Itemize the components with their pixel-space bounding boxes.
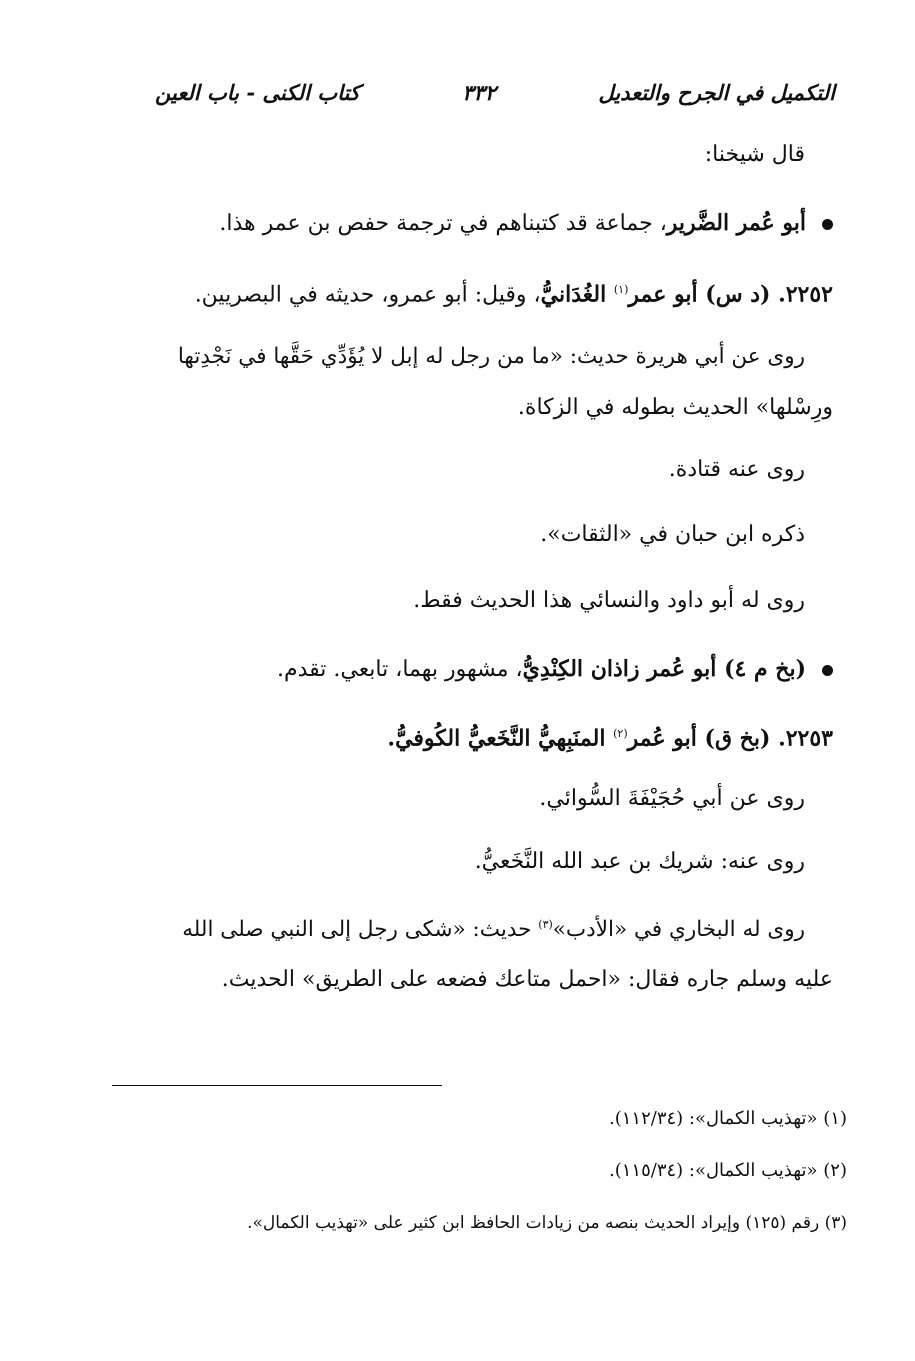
text-line-1: قال شيخنا: — [704, 142, 805, 167]
entry-name: (بخ م ٤) أبو عُمر زاذان الكِنْدِيُّ — [522, 656, 806, 682]
text-line-8: روى له أبو داود والنسائي هذا الحديث فقط. — [413, 588, 805, 613]
bullet-icon — [822, 219, 833, 230]
bullet-entry-zadhan — [80, 654, 833, 685]
text-line-6: روى عنه قتادة. — [668, 457, 805, 482]
text-line-11: روى عن أبي حُجَيْفَةَ السُّوائي. — [539, 786, 805, 811]
footnote-3: (٣) رقم (١٢٥) وإيراد الحديث بنصه من زيادات الحافظ ابن كثير على «تهذيب الكمال». — [247, 1213, 847, 1233]
text-line-12: روى عنه: شريك بن عبد الله النَّخَعيُّ. — [474, 849, 805, 874]
entry-name: أبو عُمر الضَّرير — [666, 210, 806, 236]
entry-2252 — [80, 275, 833, 310]
entry-name: المنَبِهيُّ النَّخَعيُّ الكُوفيُّ. — [387, 725, 614, 752]
entry-text: ، مشهور بهما، تابعي. تقدم. — [276, 657, 523, 682]
text-segment: حديث: «شكى رجل إلى النبي صلى الله — [182, 917, 539, 943]
entry-name: الغُدَانيُّ — [540, 281, 614, 308]
bullet-icon — [822, 665, 833, 676]
footnote-2: (٢) «تهذيب الكمال»: (١١٥/٣٤). — [609, 1160, 847, 1181]
entry-text: ، وقيل: أبو عمرو، حديثه في البصريين. — [194, 282, 541, 308]
entry-number: ٢٢٥٢. (د س) أبو عمر — [628, 281, 833, 308]
entry-number: ٢٢٥٣. (بخ ق) أبو عُمر — [627, 725, 833, 752]
footnote-separator — [112, 1085, 442, 1086]
header-page-number: ٣٣٢ — [462, 80, 497, 105]
header-chapter-title: كتاب الكنى - باب العين — [155, 80, 360, 105]
footnote-ref: (٣) — [538, 918, 553, 931]
text-segment: روى له البخاري في «الأدب» — [552, 917, 805, 943]
entry-text: ، جماعة قد كتبناهم في ترجمة حفص بن عمر هذا. — [219, 211, 667, 236]
entry-2253 — [80, 719, 833, 754]
footnote-1: (١) «تهذيب الكمال»: (١١٢/٣٤). — [609, 1108, 847, 1129]
bullet-entry-abu-umar-dharir — [80, 208, 833, 239]
footnote-ref: (١) — [613, 283, 629, 296]
text-line-13 — [80, 910, 805, 945]
text-line-4: روى عن أبي هريرة حديث: «ما من رجل له إبل لا يُؤَدِّي حَقَّها في نَجْدِتها — [177, 344, 805, 369]
text-line-14: عليه وسلم جاره فقال: «احمل متاعك فضعه على الطريق» الحديث. — [221, 967, 833, 992]
header-book-title: التكميل في الجرح والتعديل — [598, 80, 835, 105]
running-header — [155, 80, 835, 105]
footnote-ref: (٢) — [613, 727, 628, 740]
text-line-5: ورِسْلها» الحديث بطوله في الزكاة. — [517, 395, 833, 420]
text-line-7: ذكره ابن حبان في «الثقات». — [540, 522, 805, 547]
